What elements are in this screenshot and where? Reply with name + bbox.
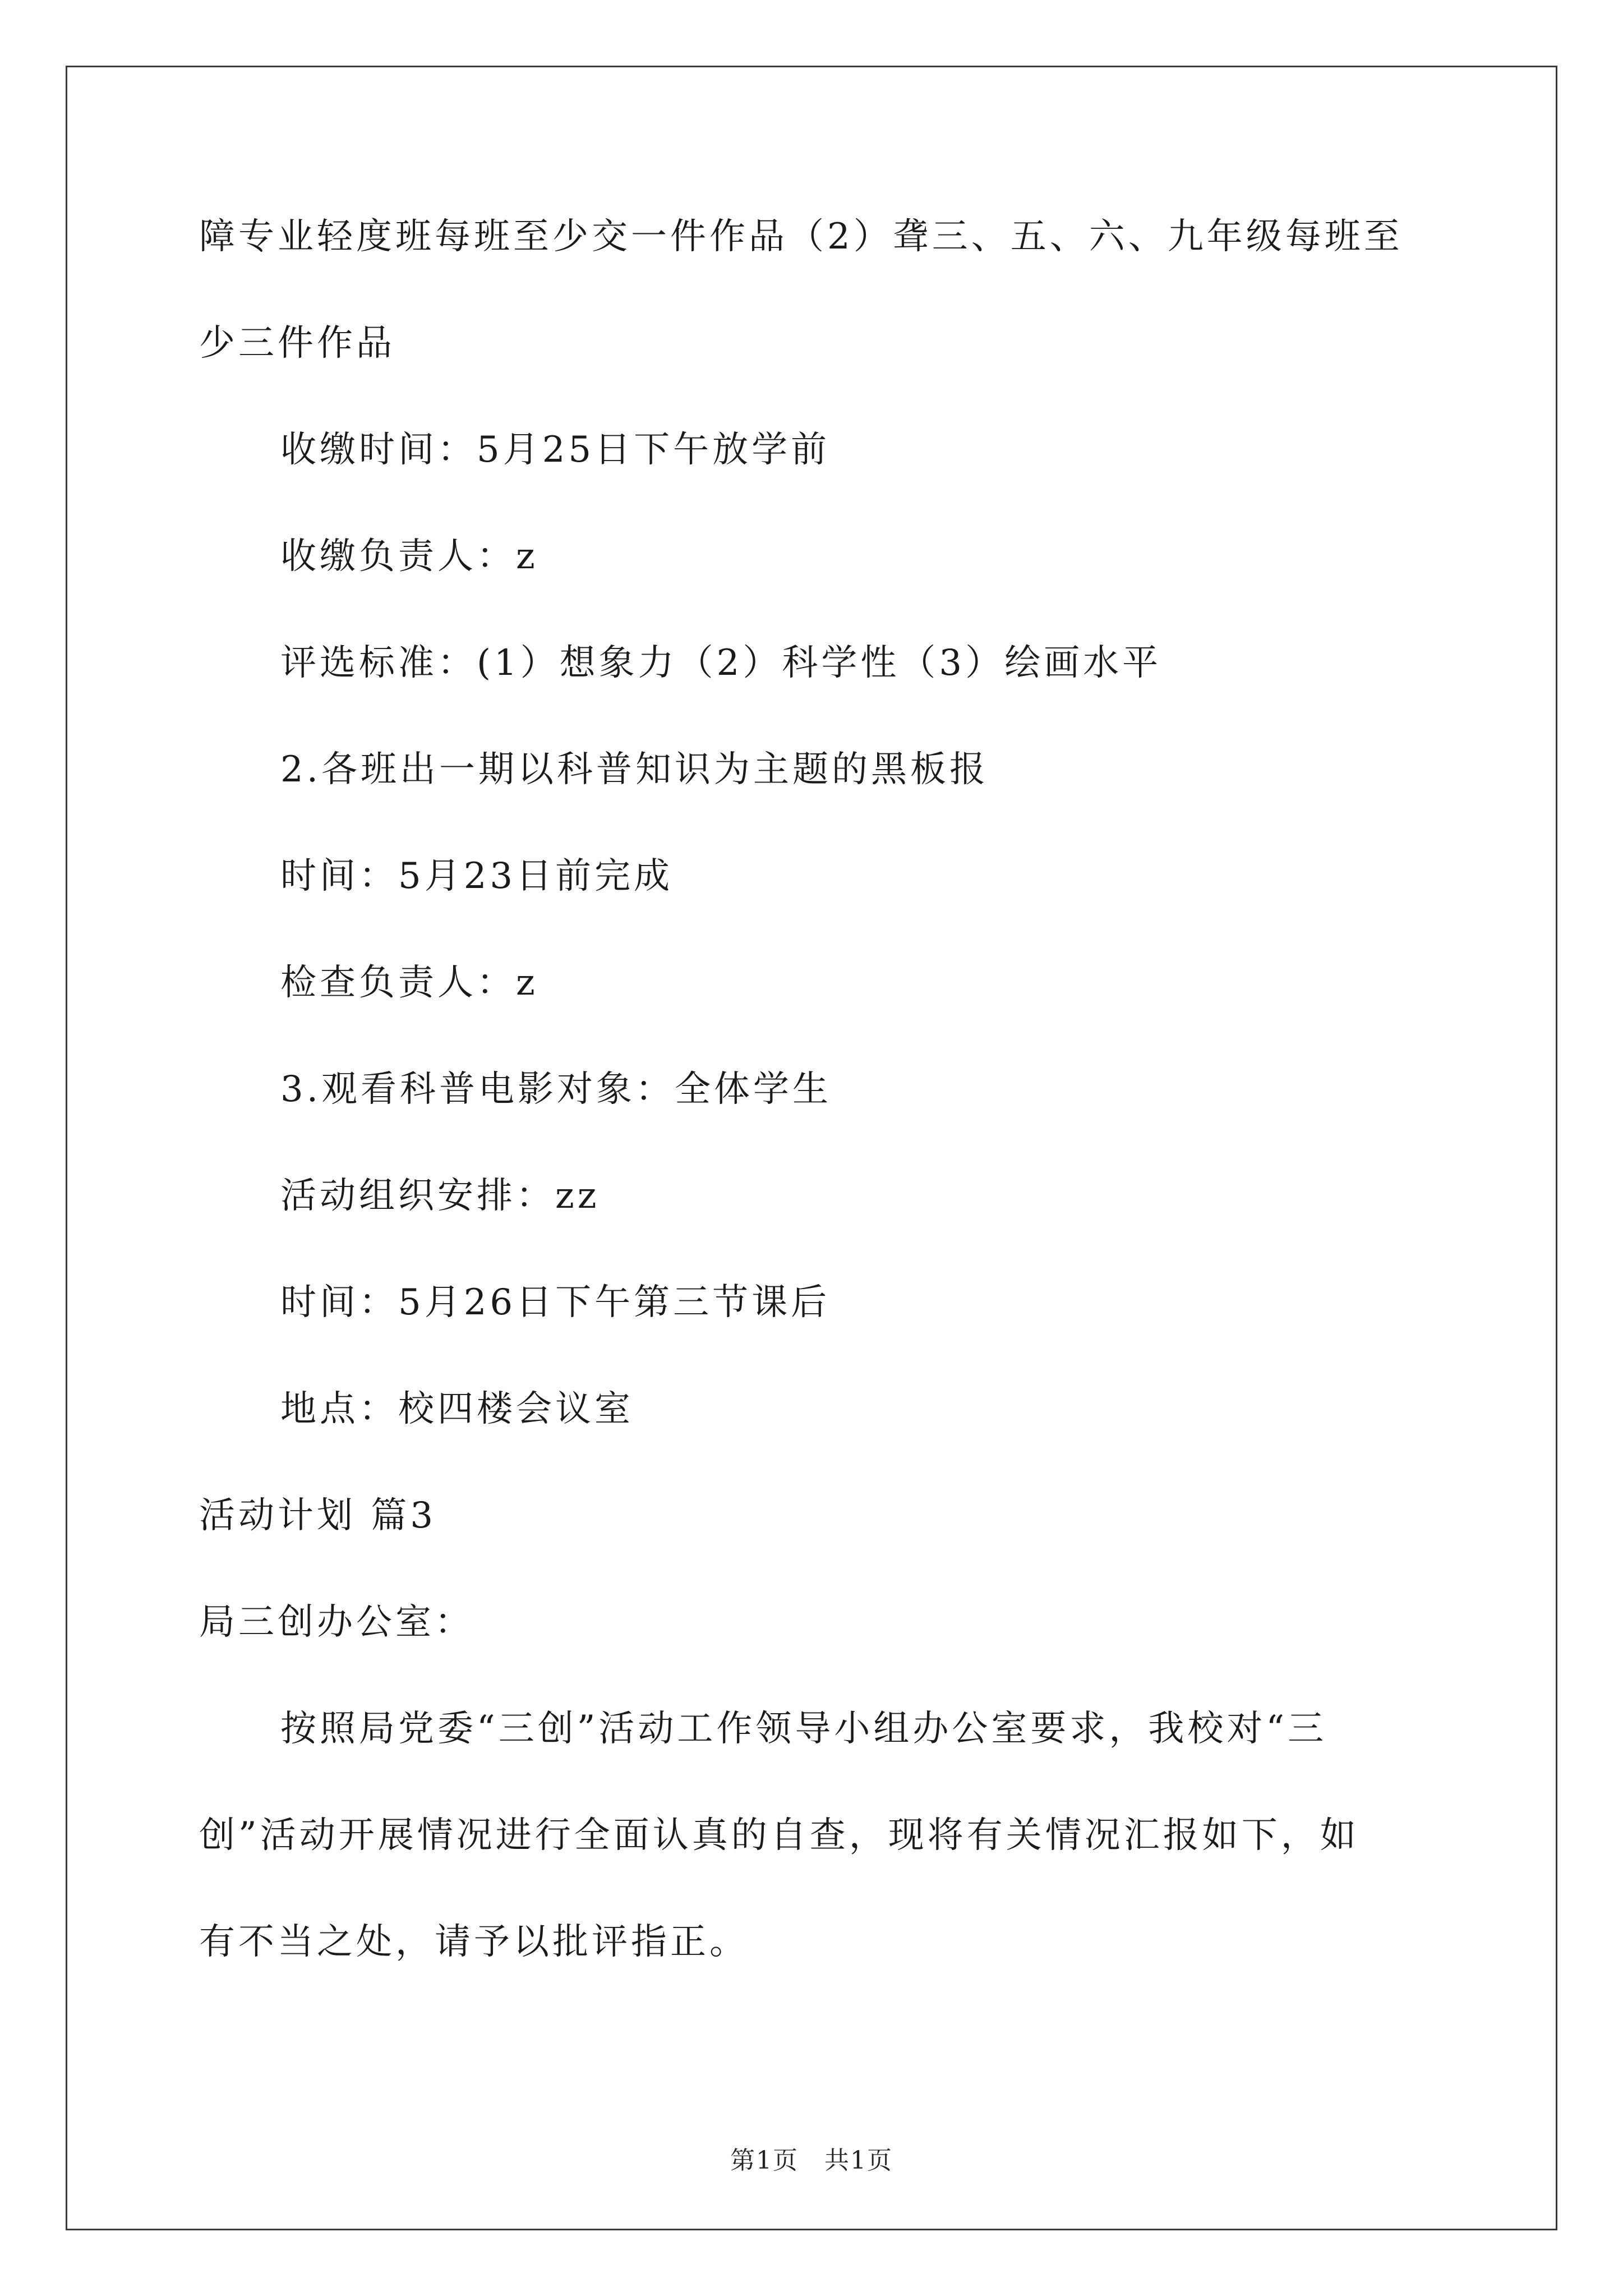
section-title: 活动计划 篇3 — [199, 1495, 437, 1536]
item-heading: 2.各班出一期以科普知识为主题的黑板报 — [280, 749, 989, 790]
organizer-line: 活动组织安排：zz — [280, 1175, 600, 1217]
paragraph-line: 少三件作品 — [199, 323, 395, 364]
paragraph-line: 按照局党委“三创”活动工作领导小组办公室要求，我校对“三 — [280, 1708, 1327, 1750]
salutation: 局三创办公室： — [199, 1602, 474, 1643]
item-heading: 3.观看科普电影对象：全体学生 — [280, 1069, 832, 1110]
time-line: 时间：5月26日下午第三节课后 — [280, 1282, 831, 1323]
location-line: 地点：校四楼会议室 — [280, 1388, 634, 1430]
collection-person-line: 收缴负责人：z — [280, 536, 538, 577]
collection-time-line: 收缴时间：5月25日下午放学前 — [280, 429, 831, 471]
paragraph-line: 创”活动开展情况进行全面认真的自查，现将有关情况汇报如下，如 — [199, 1815, 1359, 1856]
criteria-line: 评选标准：(1）想象力（2）科学性（3）绘画水平 — [280, 642, 1162, 684]
paragraph-line: 障专业轻度班每班至少交一件作品（2）聋三、五、六、九年级每班至 — [199, 216, 1403, 257]
page-footer: 第1页 共1页 — [730, 2146, 893, 2175]
time-line: 时间：5月23日前完成 — [280, 855, 674, 897]
document-body — [199, 216, 1433, 2031]
paragraph-line: 有不当之处，请予以批评指正。 — [199, 1921, 749, 1963]
inspector-line: 检查负责人：z — [280, 962, 538, 1004]
